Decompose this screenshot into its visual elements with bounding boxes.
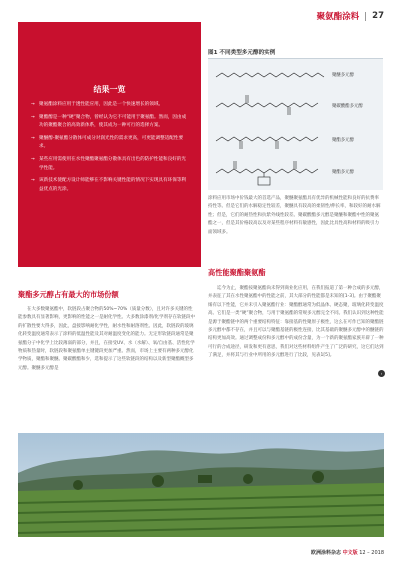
structure-label: 聚醚多元醇 xyxy=(332,73,354,78)
header-divider xyxy=(365,12,366,21)
magazine-name: 欧洲涂料杂志 xyxy=(311,550,342,556)
page-number: 27 xyxy=(372,11,384,21)
page-header xyxy=(317,10,384,22)
section-heading-high-performance: 高性能聚酯聚氨酯 xyxy=(208,268,266,277)
summary-item: → 聚醚醇-聚氨酯分散体可成分对润光性的需求更高，可更能调整适配性要求。 xyxy=(31,135,188,152)
summary-list xyxy=(31,101,188,194)
summary-item: → 聚酯醇是一种“硬”聚合物，曾经认为它不可能用于聚氨酯。然而，因由成功的聚酯聚合的高效新体系，使其成为一种可行的选择方案。 xyxy=(31,114,188,131)
results-summary-box xyxy=(18,22,201,267)
issue-label: 12 – 2018 xyxy=(359,550,384,556)
section-body-market-share: 在大多数聚氨酯中，软链段占聚合物的50%~70%（质量分数），且对许多关键的性能参数具有显著影响，更影响的性能之一是耐化学性。大多数涂漆剂/化学剂存在软链段中的扩散性要大得多，因此，盘接影响耐化学性，耐水性和耐溶剂性。因此，软链段的玻璃化转变温度通常表示了涂料的低温性能及其对耐温度变化的能力。无定形软链段通常是聚氨酯分子中化学上比较薄弱的部分，并且，在接受UV、水（水解）、氧/自由基、活性化学物质和热量时，软链段和聚氨酯单主键键段更加严重。然而，市场上主要有两种多元醇化学物质，聚酯和聚醚。聚碳酸酯和少，选和提示了这些软链段的结构以及新型聚酯概型多元醇。聚醚多元醇是 xyxy=(18,307,196,371)
summary-title: 结果一览 xyxy=(93,85,126,94)
section-title: 聚氨酯涂料 xyxy=(316,12,360,22)
structure-label: 聚碳酸酯多元醇 xyxy=(332,104,363,109)
section-body-high-performance: 迄今为止，聚酯按聚氨酯尚未得到商业化应用，在我们报道了第一种合成的多元醇，并表征了其在水性聚氨酯中的性能之前，其大部分的性能都是未知的[1-3]。由于聚酯聚烯有以下性能，它并未引入聚氨酯行业：聚酯醇通常为低晶体、硬态聚，玻璃化转变温度高。它们是一类“硬”聚合物，与用于聚氨酯的常规多元醇完全不同。我们认识到这种性能是源于聚酯链中的两个重要结构特征：靠接基的性聚原子极性，这么在可作已知的聚酯链多元醇中都不存在，并且可以与聚酯基链的极性连接，比其基础的聚醚多元醇中的醚链的结构更加高效。通过调整成份和多元醇中的成份含量，为一个新的聚氨酯家族开辟了一种可行的合成途径，研发和更有意思，我们对这些材料组件产生了广泛的研究，这它们达到了满足，并将其与行业中所用的多元醇进行了比较，见表1[5]。 xyxy=(208,286,384,359)
reference-marker-icon: › xyxy=(378,370,385,377)
chemical-structures-diagram xyxy=(208,59,383,191)
structure-label: 聚酯多元醇 xyxy=(332,170,354,175)
page-footer xyxy=(311,549,384,556)
figure-title: 图1 不同类型多元醇的实例 xyxy=(208,50,276,56)
figure-description-text: 涂料应用市场中价钱最大的首选产品，聚醚聚氨酯具有优异的机械性能和良好的抗费率持性等。但是它们的水解稳定性较差，聚醚具有较高的柔韧性/伸长率，和较好的耐水解性；但是，它们的耐热性和抗紫外线性较差。聚碳酸酯多元醇是聚醚和聚酯中性的聚氨酯之一，但是其价格较高以及对某些程序材料有敏感性，因此比具性高和材料的吸引力面领域多。 xyxy=(208,196,381,235)
summary-item: → 某些应用需使用在水性聚酯聚氨酯分散体具有出色的防护性能和良好的光学性能。 xyxy=(31,156,188,173)
structure-label: 聚酯多元醇 xyxy=(332,138,354,143)
tea-plantation-image xyxy=(18,433,384,537)
edition-label: 中文版 xyxy=(342,550,358,556)
polyol-structures-figure xyxy=(208,58,383,190)
summary-item: → 聚氨酯涂料应用于透性能应用，因此是一个快速增长的领域。 xyxy=(31,101,188,110)
summary-item: → 该新技术使配方设计师能够在不影响关键性能的情况下实现具有环保等利益优点的光涂。 xyxy=(31,177,188,194)
section-heading-market-share: 聚酯多元醇占有最大的市场份额 xyxy=(18,290,119,299)
landscape-photo xyxy=(18,433,384,537)
